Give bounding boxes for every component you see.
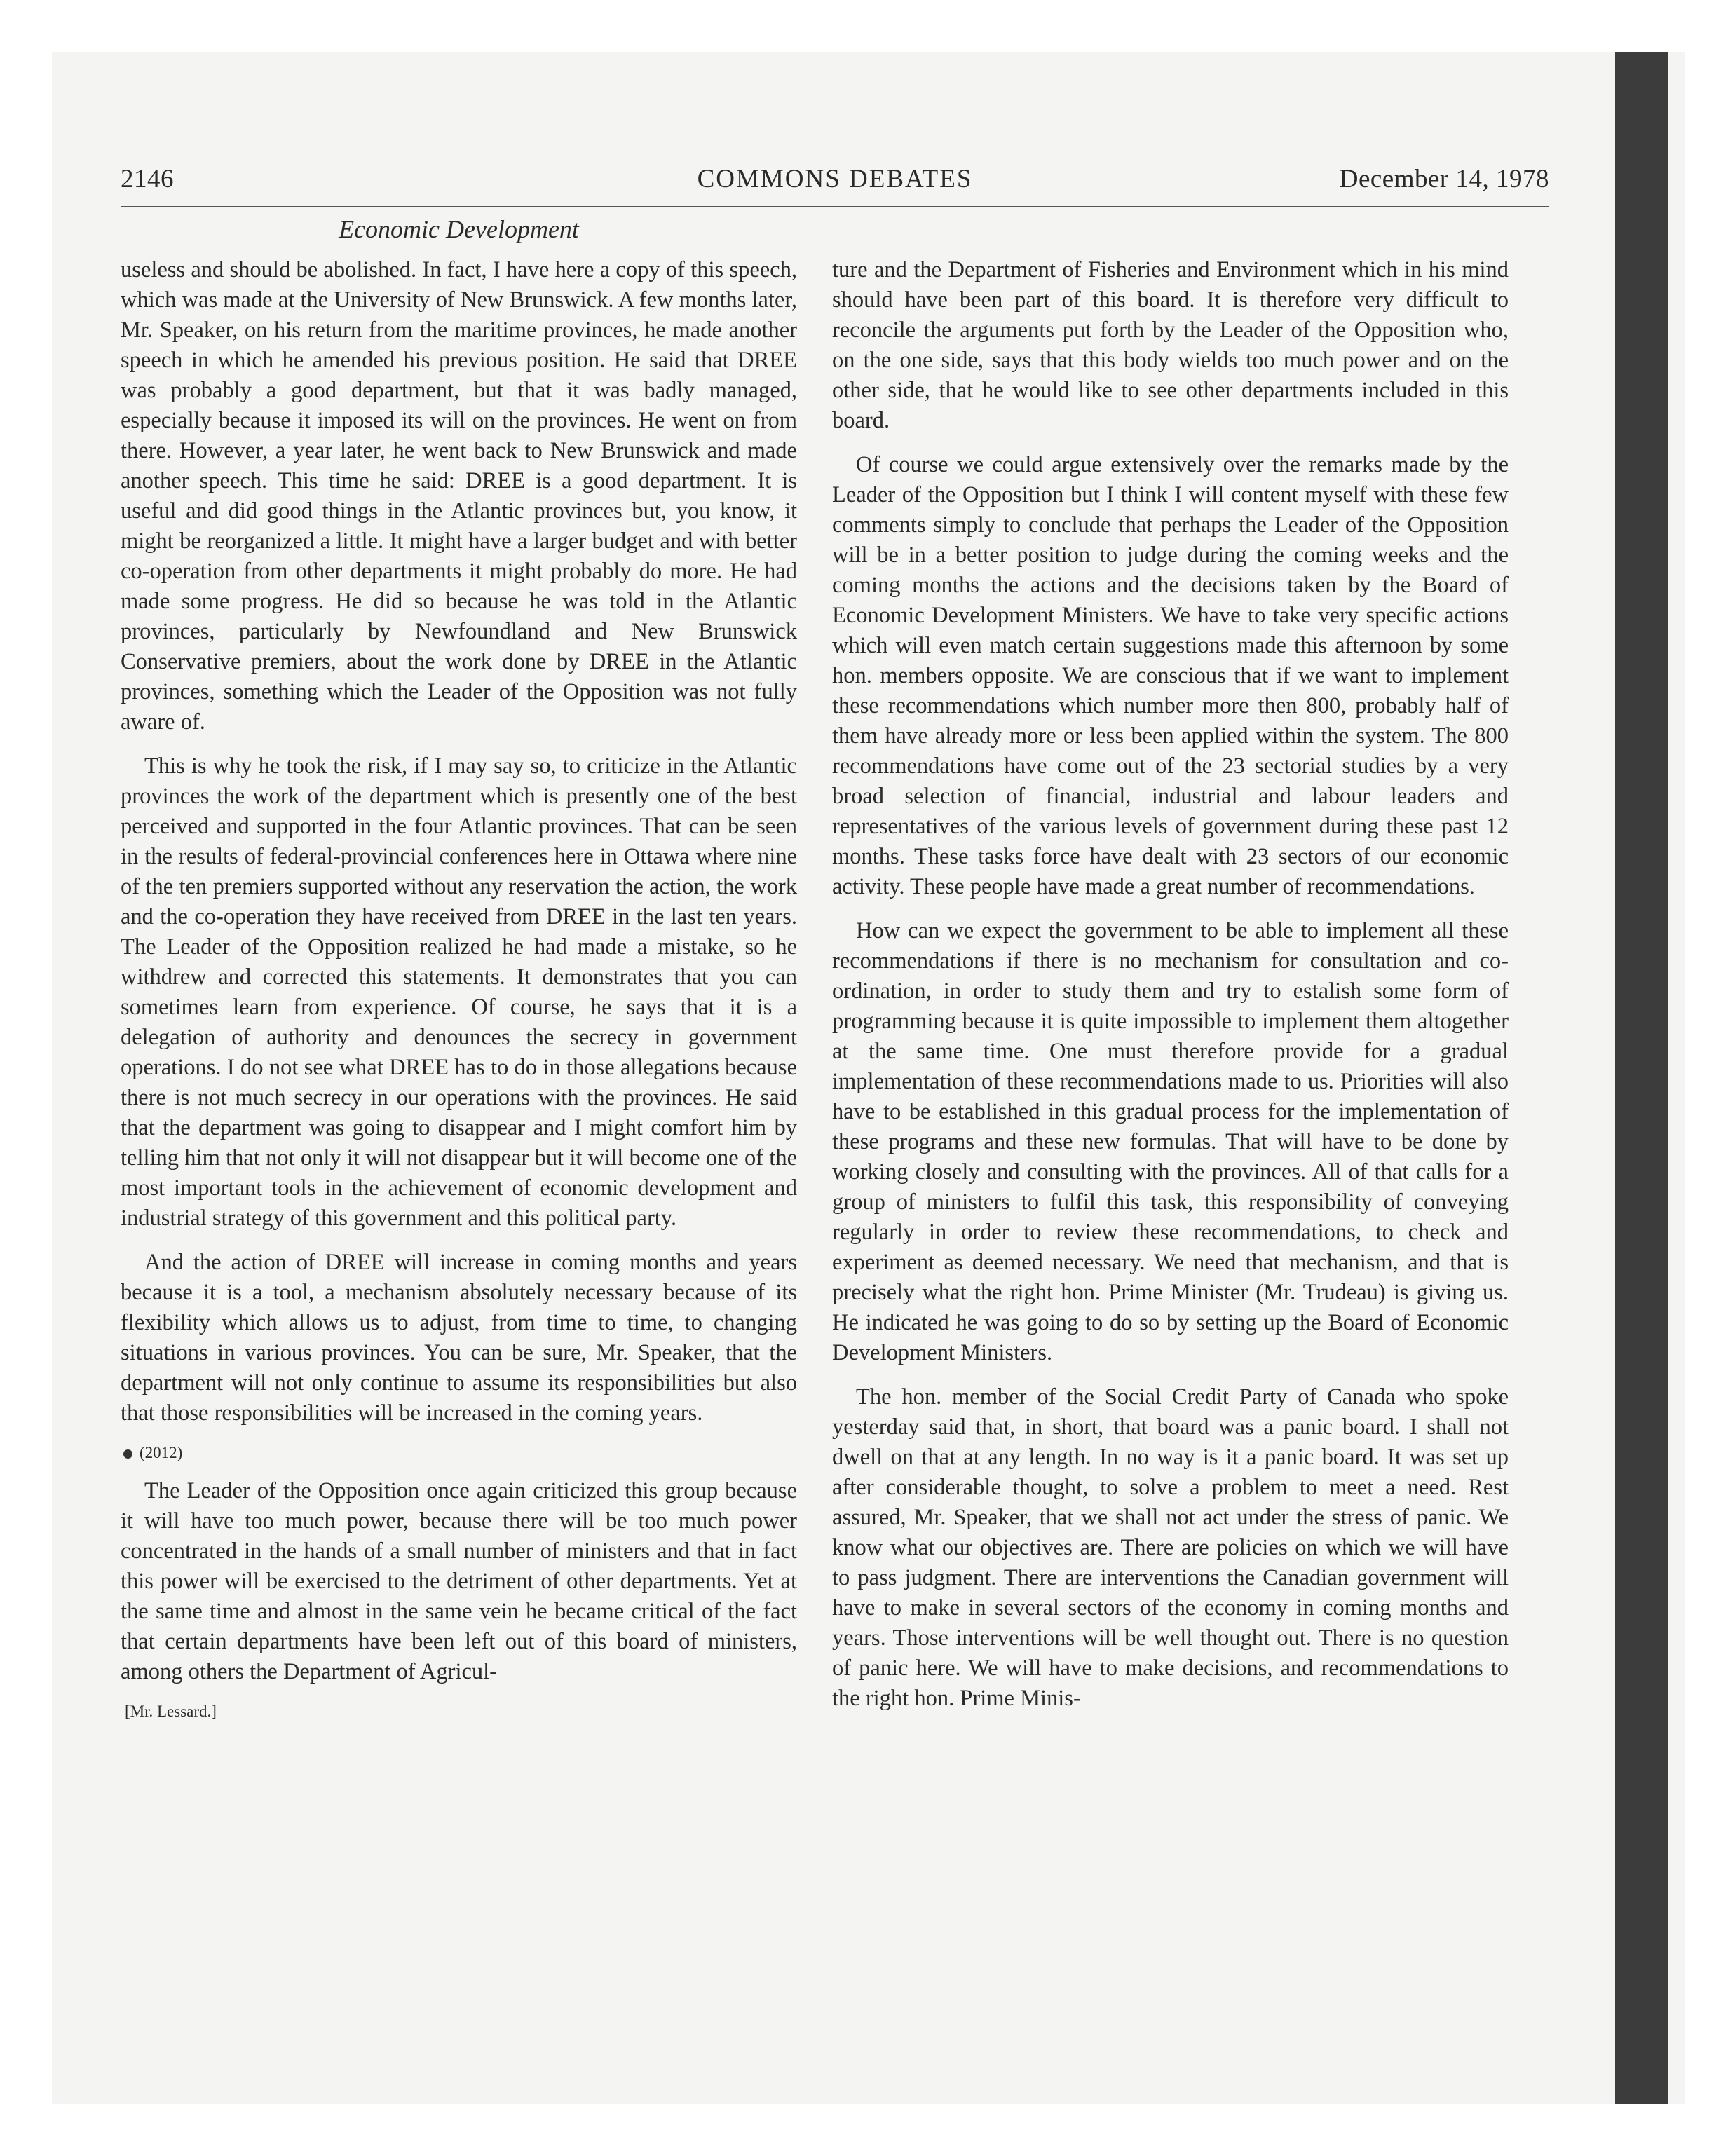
left-column xyxy=(121,255,797,1722)
paragraph: How can we expect the government to be able to implement all these recommendations if there is no mechanism for consultation and co-ordination, in order to study them and try to estalish some form of programming because it is quite impossible to implement them altogether at the same time. One must therefore provide for a gradual implementation of these recommendations made to us. Priorities will also have to be established in this gradual process for the implementation of these programs and these new formulas. That will have to be done by working closely and consulting with the provinces. All of that calls for a group of ministers to fulfil this task, this responsibility of conveying regularly in order to review these recommendations, to check and experiment as deemed necessary. We need that mechanism, and that is precisely what the right hon. Prime Minister (Mr. Trudeau) is giving us. He indicated he was going to do so by setting up the Board of Economic Development Ministers. xyxy=(832,918,1509,1365)
paragraph: ture and the Department of Fisheries and Environment which in his mind should have been part of this board. It is therefore very difficult to reconcile the arguments put forth by the Leader of the Opposition who, on the one side, says that this body wields too much power and on the other side, that he would like to see other departments included in this board. xyxy=(832,257,1509,433)
publication-title: COMMONS DEBATES xyxy=(697,165,973,193)
paragraph: And the action of DREE will increase in coming months and years because it is a tool, a mechanism absolutely necessary because of its flexibility which allows us to adjust, from time to time, to changing situations in various provinces. You can be sure, Mr. Speaker, that the department will not only continue to assume its responsibilities but also that those responsibilities will be increased in the coming years. xyxy=(121,1250,797,1426)
page-number: 2146 xyxy=(121,165,174,193)
time-marker xyxy=(121,1442,797,1464)
right-column xyxy=(832,255,1509,1728)
bullet-icon xyxy=(123,1449,132,1459)
speaker-note: [Mr. Lessard.] xyxy=(125,1703,217,1720)
scan-edge-shadow xyxy=(1615,52,1668,2104)
page-header xyxy=(121,164,1549,207)
paragraph: The hon. member of the Social Credit Party of Canada who spoke yesterday said that, in short, that board was a panic board. I shall not dwell on that at any length. In no way is it a panic board. It was set up after considerable thought, to solve a problem to meet a need. Rest assured, Mr. Speaker, that we shall not act under the stress of panic. We know what our objectives are. There are policies on which we will have to pass judgment. There are interventions the Canadian government will have to make in several sectors of the economy in coming months and years. Those interventions will be well thought out. There is no question of panic here. We will have to make decisions, and recommendations to the right hon. Prime Minis- xyxy=(832,1384,1509,1711)
page-date: December 14, 1978 xyxy=(1339,165,1549,193)
section-title: Economic Development xyxy=(339,215,579,243)
time-marker-text: (2012) xyxy=(140,1444,183,1461)
paragraph: The Leader of the Opposition once again criticized this group because it will have too much power, because there will be too much power concentrated in the hands of a small number of ministers and that in fact this power will be exercised to the detriment of other departments. Yet at the same time and almost in the same vein he became critical of the fact that certain departments have been left out of this board of ministers, among others the Department of Agricul- xyxy=(121,1478,797,1684)
paragraph: useless and should be abolished. In fact, I have here a copy of this speech, which was made at the University of New Brunswick. A few months later, Mr. Speaker, on his return from the maritime provinces, he made another speech in which he amended his previous position. He said that DREE was probably a good department, but that it was badly managed, especially because it imposed its will on the provinces. He went on from there. However, a year later, he went back to New Brunswick and made another speech. This time he said: DREE is a good department. It is useful and did good things in the Atlantic provinces but, you know, it might be reorganized a little. It might have a larger budget and with better co-operation from other departments it might probably do more. He had made some progress. He did so because he was told in the Atlantic provinces, particularly by Newfoundland and New Brunswick Conservative premiers, about the work done by DREE in the Atlantic provinces, something which the Leader of the Opposition was not fully aware of. xyxy=(121,257,797,735)
paragraph: This is why he took the risk, if I may say so, to criticize in the Atlantic provinces the work of the department which is presently one of the best perceived and supported in the four Atlantic provinces. That can be seen in the results of federal-provincial conferences here in Ottawa where nine of the ten premiers supported without any reservation the action, the work and the co-operation they have received from DREE in the last ten years. The Leader of the Opposition realized he had made a mistake, so he withdrew and corrected this statements. It demonstrates that you can sometimes learn from experience. Of course, he says that it is a delegation of authority and denounces the secrecy in government operations. I do not see what DREE has to do in those allegations because there is not much secrecy in our operations with the provinces. He said that the department was going to disappear and I might comfort him by telling him that not only it will not disappear but it will become one of the most important tools in the achievement of economic development and industrial strategy of this government and this political party. xyxy=(121,753,797,1231)
paragraph: Of course we could argue extensively over the remarks made by the Leader of the Opposition but I think I will content myself with these few comments simply to conclude that perhaps the Leader of the Opposition will be in a better position to judge during the coming weeks and the coming months the actions and the decisions taken by the Board of Economic Development Ministers. We have to take very specific actions which will even match certain suggestions made this afternoon by some hon. members opposite. We are conscious that if we want to implement these recommendations which number more then 800, probably half of them have already more or less been applied within the system. The 800 recommendations have come out of the 23 sectorial studies by a very broad selection of financial, industrial and labour leaders and representatives of the various levels of government during these past 12 months. These tasks force have dealt with 23 sectors of our economic activity. These people have made a great number of recommendations. xyxy=(832,452,1509,899)
